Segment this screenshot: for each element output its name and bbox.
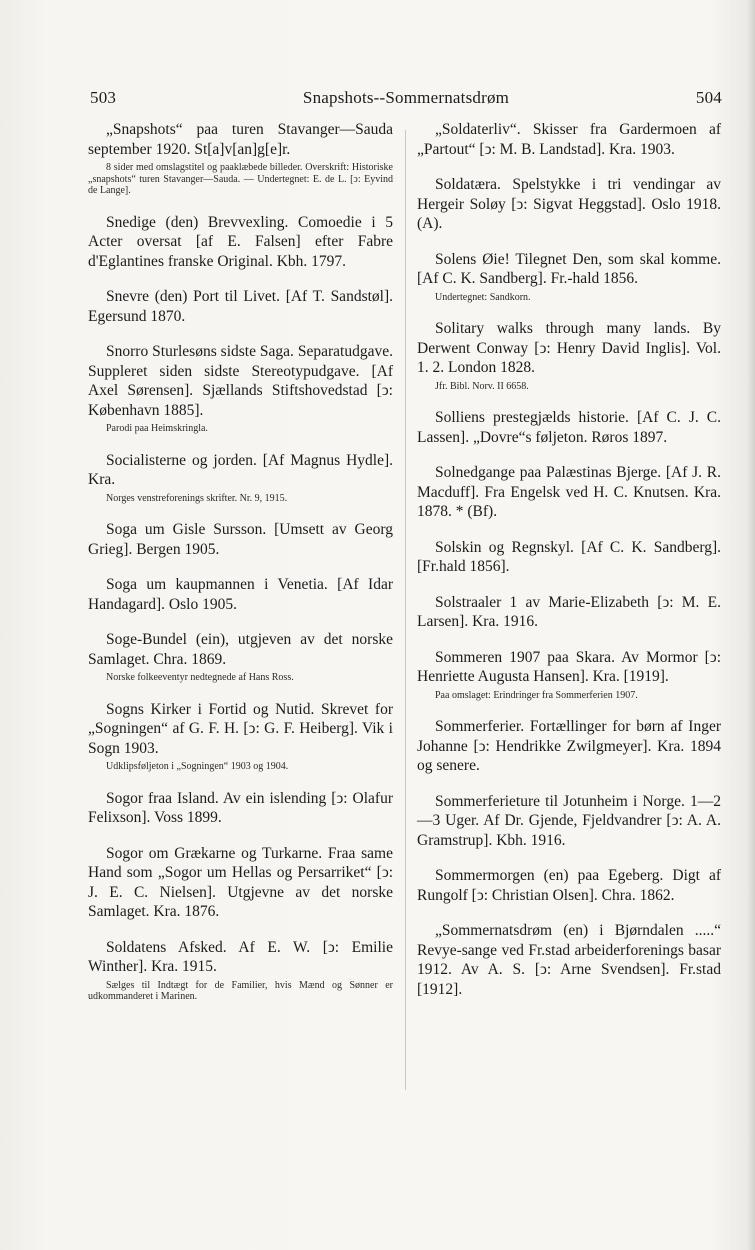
entry-note: Sælges til Indtægt for de Familier, hvis Mænd og Sønner er udkommanderet i Marinen. [88, 979, 393, 1002]
entry [417, 120, 721, 159]
entry [417, 319, 721, 392]
running-head [90, 88, 722, 110]
entry [88, 789, 393, 828]
entry-text: Snevre (den) Port til Livet. [Af T. Sandstøl]. Egersund 1870. [88, 288, 393, 325]
entry [88, 520, 393, 559]
left-column [88, 120, 393, 1019]
entry [88, 700, 393, 773]
entry-text: Snorro Sturlesøns sidste Saga. Separatudgave. Suppleret siden sidste Stereotypudgave. [Af Axel Sørensen]. Sjællands Stiftshovedstad [ↄ: København 1885]. [88, 343, 393, 419]
right-column [417, 120, 721, 1015]
entry [417, 648, 721, 702]
entry-text: Socialisterne og jorden. [Af Magnus Hydle]. Kra. [88, 451, 393, 488]
entry [417, 175, 721, 234]
entry-text: Sogor fraa Island. Av ein islending [ↄ: Olafur Felixson]. Voss 1899. [88, 789, 393, 826]
entry [88, 844, 393, 922]
entry-text: Solitary walks through many lands. By Derwent Conway [ↄ: Henry David Inglis]. Vol. 1. 2. London 1828. [417, 320, 721, 376]
entry [88, 213, 393, 272]
page-number-left: 503 [90, 88, 117, 107]
entry-note: Paa omslaget: Erindringer fra Sommerferien 1907. [435, 689, 638, 701]
entry-text: Sogor om Grækarne og Turkarne. Fraa same Hand som „Sogor um Hellas og Persarriket“ [ↄ: J. E. C. Nielsen]. Utgjevne av det norske Samlaget. Kra. 1876. [88, 844, 393, 920]
entry [88, 287, 393, 326]
entry-text: Soldatens Afsked. Af E. W. [ↄ: Emilie Winther]. Kra. 1915. [88, 938, 393, 975]
entry-note: Undertegnet: Sandkorn. [435, 291, 531, 303]
entry-text: „Snapshots“ paa turen Stavanger—Sauda september 1920. St[a]v[an]g[e]r. [88, 121, 393, 158]
entry-text: Soga um Gisle Sursson. [Umsett av Georg Grieg]. Bergen 1905. [88, 521, 393, 558]
entry-text: Solstraaler 1 av Marie-Elizabeth [ↄ: M. E. Larsen]. Kra. 1916. [417, 593, 721, 630]
entry-text: Sommermorgen (en) paa Egeberg. Digt af Rungolf [ↄ: Christian Olsen]. Chra. 1862. [417, 867, 721, 904]
entry-note: Parodi paa Heimskringla. [106, 423, 208, 434]
entry-text: Solens Øie! Tilegnet Den, som skal komme. [Af C. K. Sandberg]. Fr.-hald 1856. [417, 250, 721, 287]
entry-text: Solnedgange paa Palæstinas Bjerge. [Af J. R. Macduff]. Fra Engelsk ved H. C. Knutsen. Kra. 1878. * (Bf). [417, 464, 721, 520]
entry-text: Soge-Bundel (ein), utgjeven av det norske Samlaget. Chra. 1869. [88, 631, 393, 668]
entry [417, 250, 721, 304]
entry [88, 575, 393, 614]
entry [88, 342, 393, 435]
entry [88, 120, 393, 197]
entry-text: Sogns Kirker i Fortid og Nutid. Skrevet for „Sogningen“ af G. F. H. [ↄ: G. F. Heiberg]. Vik i Sogn 1903. [88, 700, 393, 757]
entry [417, 463, 721, 522]
entry-text: Snedige (den) Brevvexling. Comoedie i 5 Acter oversat [af E. Falsen] efter Fabre d'Eglantines franske Original. Kbh. 1797. [88, 213, 393, 270]
entry-text: Soldatæra. Spelstykke i tri vendingar av Hergeir Soløy [ↄ: Sigvat Heggstad]. Oslo 1918. (A). [417, 176, 721, 232]
entry [417, 792, 721, 851]
entry [88, 938, 393, 1003]
entry-text: Sommerferieture til Jotunheim i Norge. 1—2—3 Uger. Af Dr. Gjende, Fjeldvandrer [ↄ: A. A. Gramstrup]. Kbh. 1916. [417, 792, 721, 849]
entry-text: Sommeren 1907 paa Skara. Av Mormor [ↄ: Henriette Augusta Hansen]. Kra. [1919]. [417, 648, 721, 685]
entry-note: Norges venstreforenings skrifter. Nr. 9, 1915. [106, 492, 288, 504]
entry-text: Soga um kaupmannen i Venetia. [Af Idar Handagard]. Oslo 1905. [88, 576, 393, 613]
entry-note: Jfr. Bibl. Norv. II 6658. [435, 380, 529, 392]
column-divider [405, 130, 406, 1090]
entry [88, 630, 393, 684]
entry [417, 866, 721, 905]
entry [417, 408, 721, 447]
entry-note: Norske folkeeventyr nedtegnede af Hans Ross. [106, 672, 294, 683]
entry [417, 921, 721, 999]
running-title: Snapshots--Sommernatsdrøm [302, 88, 510, 107]
entry [88, 451, 393, 505]
entry-text: „Soldaterliv“. Skisser fra Gardermoen af „Partout“ [ↄ: M. B. Landstad]. Kra. 1903. [417, 121, 721, 158]
entry [417, 538, 721, 577]
entry [417, 717, 721, 776]
page-edge-shadow [747, 0, 755, 1250]
entry-text: Solskin og Regnskyl. [Af C. K. Sandberg]. [Fr.hald 1856]. [417, 538, 721, 575]
entry-text: „Sommernatsdrøm (en) i Bjørndalen .....“ Revye-sange ved Fr.stad arbeiderforenings basar 1912. Av A. S. [ↄ: Arne Svendsen]. Fr.stad [1912]. [417, 922, 721, 998]
entry-note: Udklipsføljeton i „Sogningen“ 1903 og 1904. [106, 761, 289, 772]
page-number-right: 504 [695, 88, 722, 107]
entry-note: 8 sider med omslagstitel og paaklæbede billeder. Overskrift: Historiske „snapshots“ turen Stavanger—Sauda. — Undertegnet: E. de L. [ↄ: Eyvind de Lange]. [88, 162, 393, 196]
entry [417, 593, 721, 632]
entry-text: Solliens prestegjælds historie. [Af C. J. C. Lassen]. „Dovre“s føljeton. Røros 1897. [417, 409, 721, 446]
entry-text: Sommerferier. Fortællinger for børn af Inger Johanne [ↄ: Hendrikke Zwilgmeyer]. Kra. 1894 og senere. [417, 718, 721, 774]
